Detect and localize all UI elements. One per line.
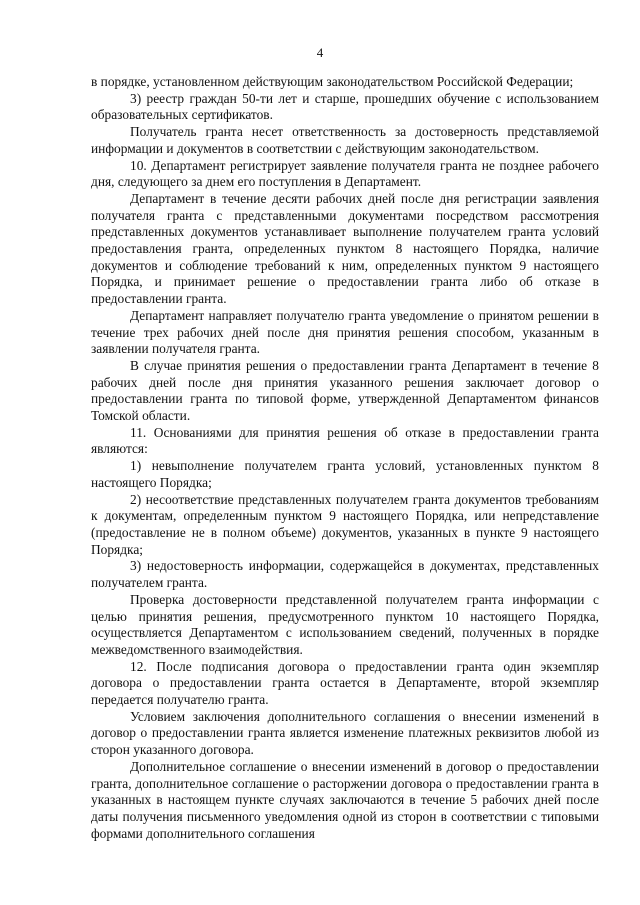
paragraph: Департамент направляет получателю гранта уведомление о принятом решении в течение трех рабочих дней после дня принятия решения способом, указанным в заявлении получателя гранта.: [91, 307, 599, 357]
paragraph: Проверка достоверности представленной получателем гранта информации с целью принятия решения, предусмотренного пунктом 10 настоящего Порядка, осуществляется Департаментом с использованием сведений, полученных в порядке межведомственного взаимодействия.: [91, 591, 599, 657]
paragraph: Департамент в течение десяти рабочих дней после дня регистрации заявления получателя гранта с представленными документами посредством рассмотрения представленных документов устанавливает выполнение получателем гранта условий предоставления гранта, определенных пунктом 8 настоящего Порядка, наличие документов и соблюдение требований к ним, определенных пунктом 9 настоящего Порядка, и принимает решение о предоставлении гранта либо об отказе в предоставлении гранта.: [91, 190, 599, 307]
paragraph: 3) недостоверность информации, содержащейся в документах, представленных получателем гранта.: [91, 558, 599, 591]
paragraph: Дополнительное соглашение о внесении изменений в договор о предоставлении гранта, дополнительное соглашение о расторжении договора о предоставлении гранта в указанных в настоящем пункте случаях заключаются в течение 5 рабочих дней после даты получения письменного уведомления одной из сторон в соответствии с типовыми формами дополнительного соглашения: [91, 758, 599, 841]
paragraph: В случае принятия решения о предоставлении гранта Департамент в течение 8 рабочих дней после дня принятия указанного решения заключает договор о предоставлении гранта по типовой форме, утвержденной Департаментом финансов Томской области.: [91, 357, 599, 424]
paragraph: Получатель гранта несет ответственность за достоверность представляемой информации и документов в соответствии с действующим законодательством.: [91, 124, 599, 156]
paragraph: 1) невыполнение получателем гранта условий, установленных пунктом 8 настоящего Порядка;: [91, 458, 599, 490]
paragraph: 12. После подписания договора о предоставлении гранта один экземпляр договора о предоставлении гранта остается в Департаменте, второй экземпляр передается получателю гранта.: [91, 658, 599, 708]
paragraph: 3) реестр граждан 50-ти лет и старше, прошедших обучение с использованием образовательных сертификатов.: [91, 90, 599, 123]
paragraph: 10. Департамент регистрирует заявление получателя гранта не позднее рабочего дня, следующего за днем его поступления в Департамент.: [91, 157, 599, 190]
paragraph: в порядке, установленном действующим законодательством Российской Федерации;: [91, 74, 574, 89]
paragraph: 2) несоответствие представленных получателем гранта документов требованиям к документам, определенным пунктом 9 настоящего Порядка, или непредставление (предоставление не в полном объеме) документов, указанных в пункте 9 настоящего Порядка;: [91, 491, 599, 557]
page-number: 4: [316, 45, 324, 60]
document-body: [91, 74, 599, 842]
paragraph: Условием заключения дополнительного соглашения о внесении изменений в договор о предоставлении гранта является изменение платежных реквизитов любой из сторон указанного договора.: [91, 708, 599, 758]
paragraph: 11. Основаниями для принятия решения об отказе в предоставлении гранта являются:: [91, 424, 599, 457]
